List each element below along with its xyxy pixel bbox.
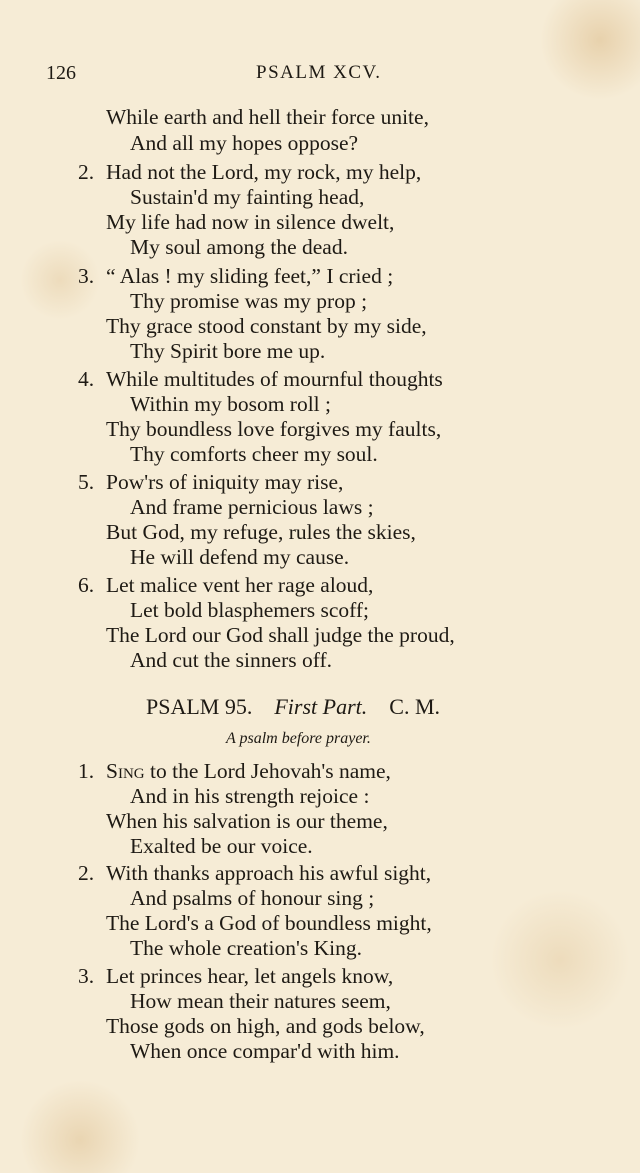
- verse-line: Thy boundless love forgives my faults,: [106, 417, 442, 441]
- verse-line: How mean their natures seem,: [130, 989, 391, 1013]
- psalm-title: PSALM 95.: [146, 694, 253, 719]
- stanza-number: 3.: [78, 264, 95, 288]
- psalm-subtitle: A psalm before prayer.: [226, 730, 371, 747]
- verse-line: Pow'rs of iniquity may rise,: [106, 470, 344, 494]
- verse-line: And psalms of honour sing ;: [130, 886, 375, 910]
- verse-line: But God, my refuge, rules the skies,: [106, 520, 416, 544]
- stanza-number: 6.: [78, 573, 95, 597]
- verse-line: Those gods on high, and gods below,: [106, 1014, 425, 1038]
- verse-line: With thanks approach his awful sight,: [106, 861, 432, 885]
- verse-line: Exalted be our voice.: [130, 834, 313, 858]
- stanza-number: 1.: [78, 759, 95, 783]
- psalm-part: First Part.: [274, 694, 368, 719]
- page-header: [46, 62, 566, 88]
- stanza-number: 2.: [78, 861, 95, 885]
- verse-line: While earth and hell their force unite,: [106, 105, 429, 129]
- psalm-meter: C. M.: [389, 694, 441, 719]
- verse-line: [106, 758, 391, 784]
- verse-line: While multitudes of mournful thoughts: [106, 367, 443, 391]
- running-title: PSALM XCV.: [256, 62, 382, 83]
- verse-line: When once compar'd with him.: [130, 1039, 400, 1063]
- verse-line: Let malice vent her rage aloud,: [106, 573, 374, 597]
- verse-line: “ Alas ! my sliding feet,” I cried ;: [106, 264, 394, 288]
- stanza-number: 5.: [78, 470, 95, 494]
- verse-line: Thy comforts cheer my soul.: [130, 442, 378, 466]
- verse-line: My soul among the dead.: [130, 235, 348, 259]
- verse-line: The Lord our God shall judge the proud,: [106, 623, 455, 647]
- page-number: 126: [46, 62, 76, 84]
- verse-line: The Lord's a God of boundless might,: [106, 911, 432, 935]
- verse-line: Let princes hear, let angels know,: [106, 964, 394, 988]
- verse-line: Within my bosom roll ;: [130, 392, 331, 416]
- verse-line: And all my hopes oppose?: [130, 131, 359, 155]
- verse-line: Thy grace stood constant by my side,: [106, 314, 427, 338]
- verse-line-rest: to the Lord Jehovah's name,: [144, 759, 391, 783]
- verse-line: Had not the Lord, my rock, my help,: [106, 160, 422, 184]
- verse-line: And in his strength rejoice :: [130, 784, 370, 808]
- drop-word: Sing: [106, 759, 145, 783]
- verse-line: The whole creation's King.: [130, 936, 362, 960]
- verse-line: Let bold blasphemers scoff;: [130, 598, 370, 622]
- verse-line: Thy Spirit bore me up.: [130, 339, 326, 363]
- verse-line: When his salvation is our theme,: [106, 809, 388, 833]
- stanza-number: 3.: [78, 964, 95, 988]
- verse-line: Sustain'd my fainting head,: [130, 185, 365, 209]
- verse-line: He will defend my cause.: [130, 545, 350, 569]
- verse-line: And frame pernicious laws ;: [130, 495, 374, 519]
- verse-line: My life had now in silence dwelt,: [106, 210, 395, 234]
- stanza-number: 4.: [78, 367, 95, 391]
- psalm-heading: [146, 694, 440, 720]
- verse-line: Thy promise was my prop ;: [130, 289, 368, 313]
- verse-line: And cut the sinners off.: [130, 648, 333, 672]
- stanza-number: 2.: [78, 160, 95, 184]
